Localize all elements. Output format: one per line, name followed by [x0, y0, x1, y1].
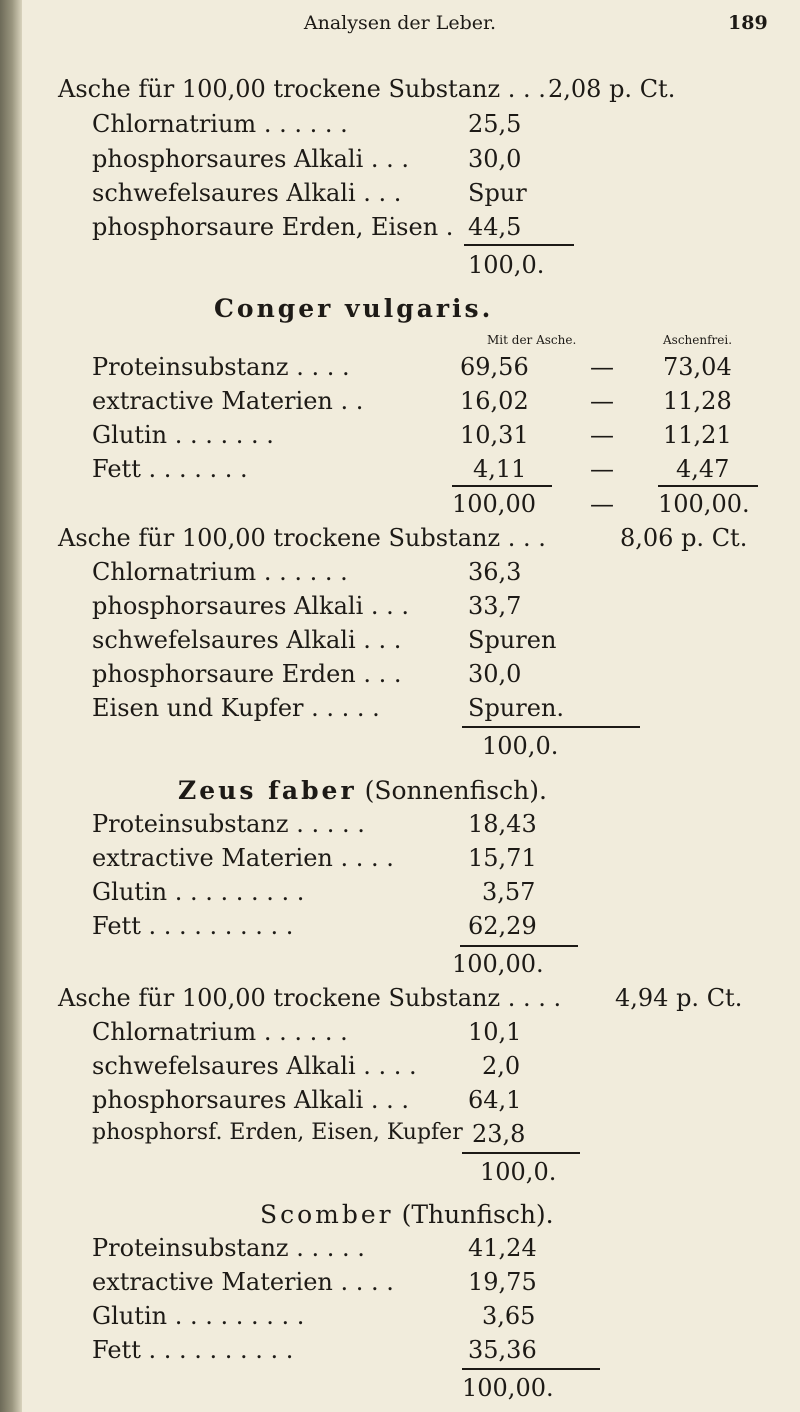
row-value: 10,31: [460, 421, 529, 449]
row-value: 30,0: [468, 660, 522, 688]
row-label: Glutin . . . . . . . . .: [92, 878, 305, 906]
row-value: 11,28: [663, 387, 732, 415]
row-label: Glutin . . . . . . .: [92, 421, 274, 449]
total-value: 100,00.: [462, 1374, 554, 1402]
row-label: Fett . . . . . . .: [92, 455, 248, 483]
section-title-latin: Scomber: [260, 1200, 394, 1229]
row-label: Proteinsubstanz . . . .: [92, 353, 350, 381]
row-label: Fett . . . . . . . . . .: [92, 1336, 294, 1364]
row-label: Proteinsubstanz . . . . .: [92, 1234, 365, 1262]
ash-value: 4,94 p. Ct.: [615, 984, 743, 1012]
row-label: phosphorsaures Alkali . . .: [92, 1086, 410, 1114]
row-value: 73,04: [663, 353, 732, 381]
row-value: 62,29: [468, 912, 537, 940]
page-number: 189: [728, 12, 768, 34]
row-label: phosphorsaure Erden, Eisen .: [92, 213, 454, 241]
sum-rule: [452, 485, 552, 487]
row-value: 11,21: [663, 421, 732, 449]
row-value: 30,0: [468, 145, 522, 173]
row-dash: —: [590, 455, 614, 483]
row-label: Chlornatrium . . . . . .: [92, 1018, 348, 1046]
row-label: Eisen und Kupfer . . . . .: [92, 694, 380, 722]
row-value: 36,3: [468, 558, 522, 586]
total-value: 100,0.: [482, 732, 559, 760]
row-label: Chlornatrium . . . . . .: [92, 558, 348, 586]
row-label: schwefelsaures Alkali . . .: [92, 626, 402, 654]
row-value: 35,36: [468, 1336, 537, 1364]
row-value: 4,11: [473, 455, 527, 483]
total-value: 100,00: [452, 490, 536, 518]
sum-rule: [462, 726, 640, 728]
row-value: 44,5: [468, 213, 522, 241]
row-value: 69,56: [460, 353, 529, 381]
row-value: 23,8: [472, 1120, 526, 1148]
column-header: Aschenfrei.: [663, 333, 733, 347]
total-dash: —: [590, 490, 614, 518]
row-label: phosphorsaures Alkali . . .: [92, 145, 410, 173]
total-value: 100,0.: [468, 251, 545, 279]
row-value: Spuren: [468, 626, 557, 654]
row-label: extractive Materien . .: [92, 387, 364, 415]
row-value: 16,02: [460, 387, 529, 415]
section-title: [178, 776, 547, 805]
row-label: schwefelsaures Alkali . . .: [92, 179, 402, 207]
row-label: Glutin . . . . . . . . .: [92, 1302, 305, 1330]
row-dash: —: [590, 387, 614, 415]
row-value: 41,24: [468, 1234, 537, 1262]
row-value: Spur: [468, 179, 527, 207]
sum-rule: [464, 244, 574, 246]
row-value: 18,43: [468, 810, 537, 838]
row-value: 33,7: [468, 592, 522, 620]
row-value: 64,1: [468, 1086, 522, 1114]
row-label: extractive Materien . . . .: [92, 844, 394, 872]
row-label: schwefelsaures Alkali . . . .: [92, 1052, 417, 1080]
section-title-german: (Thunfisch).: [401, 1200, 554, 1229]
row-value: 15,71: [468, 844, 537, 872]
section-title: Conger vulgaris.: [214, 294, 494, 323]
row-value: 3,65: [482, 1302, 536, 1330]
row-label: Fett . . . . . . . . . .: [92, 912, 294, 940]
sum-rule: [462, 1368, 600, 1370]
sum-rule: [658, 485, 758, 487]
row-value: Spuren.: [468, 694, 565, 722]
row-dash: —: [590, 421, 614, 449]
row-value: 3,57: [482, 878, 536, 906]
row-label: Chlornatrium . . . . . .: [92, 110, 348, 138]
row-value: 4,47: [676, 455, 730, 483]
ash-line: Asche für 100,00 trockene Substanz . . .: [58, 75, 546, 103]
sum-rule: [460, 945, 578, 947]
column-header: Mit der Asche.: [487, 333, 577, 347]
row-dash: —: [590, 353, 614, 381]
total-value: 100,00.: [452, 950, 544, 978]
row-label: phosphorsf. Erden, Eisen, Kupfer: [92, 1120, 463, 1145]
ash-value: 8,06 p. Ct.: [620, 524, 748, 552]
ash-value: 2,08 p. Ct.: [548, 75, 676, 103]
running-title: Analysen der Leber.: [303, 12, 497, 34]
row-label: Proteinsubstanz . . . . .: [92, 810, 365, 838]
row-value: 25,5: [468, 110, 522, 138]
ash-line: Asche für 100,00 trockene Substanz . . . .: [58, 984, 562, 1012]
row-label: phosphorsaure Erden . . .: [92, 660, 402, 688]
row-value: 19,75: [468, 1268, 537, 1296]
row-label: phosphorsaures Alkali . . .: [92, 592, 410, 620]
section-title: [260, 1200, 554, 1229]
total-value: 100,00.: [658, 490, 750, 518]
row-value: 2,0: [482, 1052, 521, 1080]
section-title-latin: Zeus faber: [178, 776, 357, 805]
sum-rule: [462, 1152, 580, 1154]
row-value: 10,1: [468, 1018, 522, 1046]
section-title-german: (Sonnenfisch).: [364, 776, 547, 805]
book-binding-edge: [0, 0, 22, 1412]
ash-line: Asche für 100,00 trockene Substanz . . .: [58, 524, 546, 552]
total-value: 100,0.: [480, 1158, 557, 1186]
row-label: extractive Materien . . . .: [92, 1268, 394, 1296]
